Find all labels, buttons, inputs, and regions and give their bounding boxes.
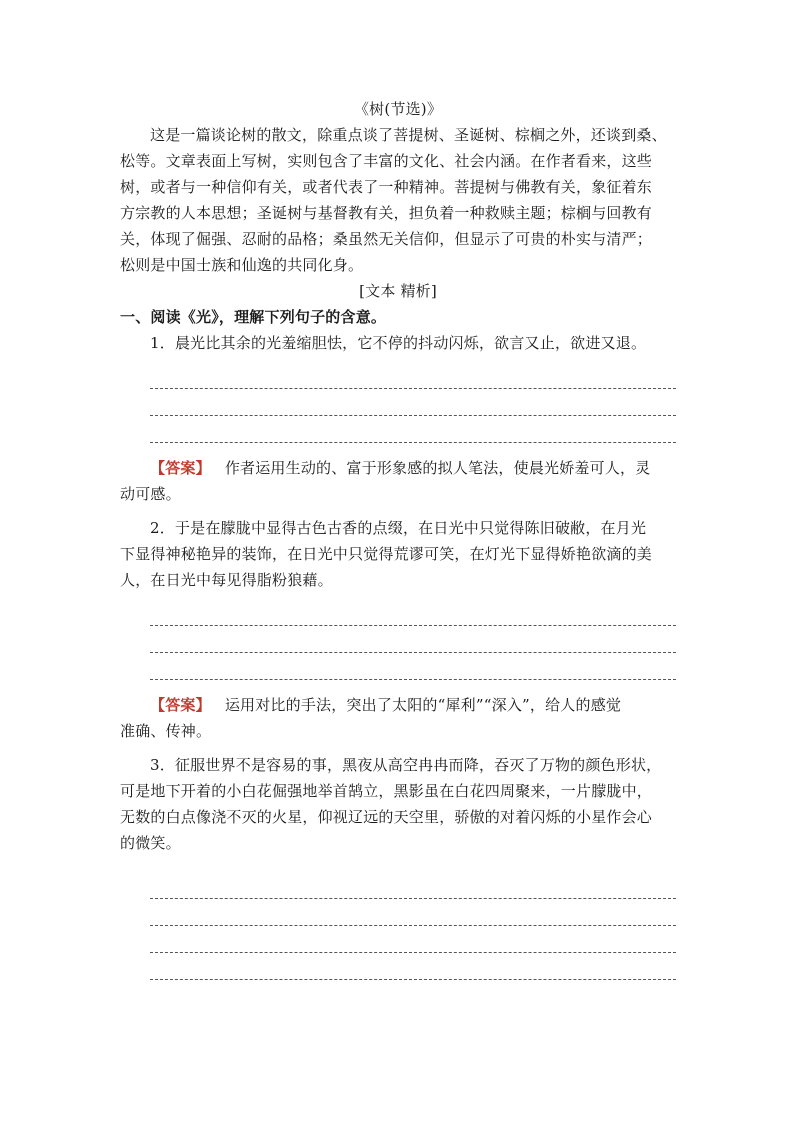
question-3-line: 3．征服世界不是容易的事，黑夜从高空冉冉而降，吞灭了万物的颜色形状，: [150, 756, 662, 774]
document-title: 《树(节选)》: [353, 100, 443, 118]
intro-line: 松等。文章表面上写树，实则包含了丰富的文化、社会内涵。在作者看来，这些: [120, 152, 653, 170]
answer-label: 【答案】: [150, 459, 211, 477]
intro-line: 松则是中国士族和仙逸的共同化身。: [120, 256, 364, 274]
answer-label: 【答案】: [150, 696, 211, 714]
answer-q2-line: [120, 692, 676, 718]
part-heading: 一、阅读《光》，理解下列句子的含意。: [120, 308, 387, 326]
question-2-line: 2．于是在朦胧中显得古色古香的点缀，在日光中只觉得陈旧破敝，在月光: [150, 519, 647, 537]
intro-line: 这是一篇谈论树的散文，除重点谈了菩提树、圣诞树、棕榈之外，还谈到桑、: [150, 126, 667, 144]
answer-rule-line: [150, 953, 676, 980]
answer-q1-text: 作者运用生动的、富于形象感的拟人笔法，使晨光娇羞可人，灵: [224, 459, 651, 477]
answer-q2-text: 运用对比的手法，突出了太阳的“犀利”“深入”，给人的感觉: [224, 696, 622, 714]
answer-rules-q3: [150, 872, 676, 980]
intro-line: 树，或者与一种信仰有关，或者代表了一种精神。菩提树与佛教有关，象征着东: [120, 178, 653, 196]
section-heading: [文本 精析]: [359, 282, 437, 300]
answer-rule-line: [150, 626, 676, 653]
answer-q2-line: 准确、传神。: [120, 722, 212, 740]
answer-rule-line: [150, 416, 676, 443]
question-3-line: 可是地下开着的小白花倔强地举首鹄立，黑影虽在白花四周聚来，一片朦胧中，: [120, 782, 653, 800]
intro-line: 方宗教的人本思想；圣诞树与基督教有关，担负着一种救赎主题；棕榈与回教有: [120, 204, 653, 222]
question-3-line: 无数的白点像浇不灭的火星，仰视辽远的天空里，骄傲的对着闪烁的小星作会心: [120, 808, 653, 826]
question-2-line: 下显得神秘艳异的装饰，在日光中只觉得荒谬可笑，在灯光下显得娇艳欲滴的美: [120, 545, 653, 563]
document-page: [120, 96, 676, 984]
answer-q1-line: 动可感。: [120, 485, 181, 503]
question-2-line: 人，在日光中每见得脂粉狼藉。: [120, 571, 333, 589]
answer-rule-line: [150, 389, 676, 416]
answer-rule-line: [150, 653, 676, 680]
answer-q1-line: [120, 455, 676, 481]
answer-rule-line: [150, 362, 676, 389]
question-3-line: 的微笑。: [120, 834, 181, 852]
answer-rule-line: [150, 872, 676, 899]
answer-rule-line: [150, 899, 676, 926]
question-1-line: 1．晨光比其余的光羞缩胆怯，它不停的抖动闪烁，欲言又止，欲进又退。: [150, 334, 647, 352]
intro-line: 关，体现了倔强、忍耐的品格；桑虽然无关信仰，但显示了可贵的朴实与清严；: [120, 230, 653, 248]
answer-rule-line: [150, 599, 676, 626]
answer-rule-line: [150, 926, 676, 953]
answer-rules-q1: [150, 362, 676, 443]
answer-rules-q2: [150, 599, 676, 680]
